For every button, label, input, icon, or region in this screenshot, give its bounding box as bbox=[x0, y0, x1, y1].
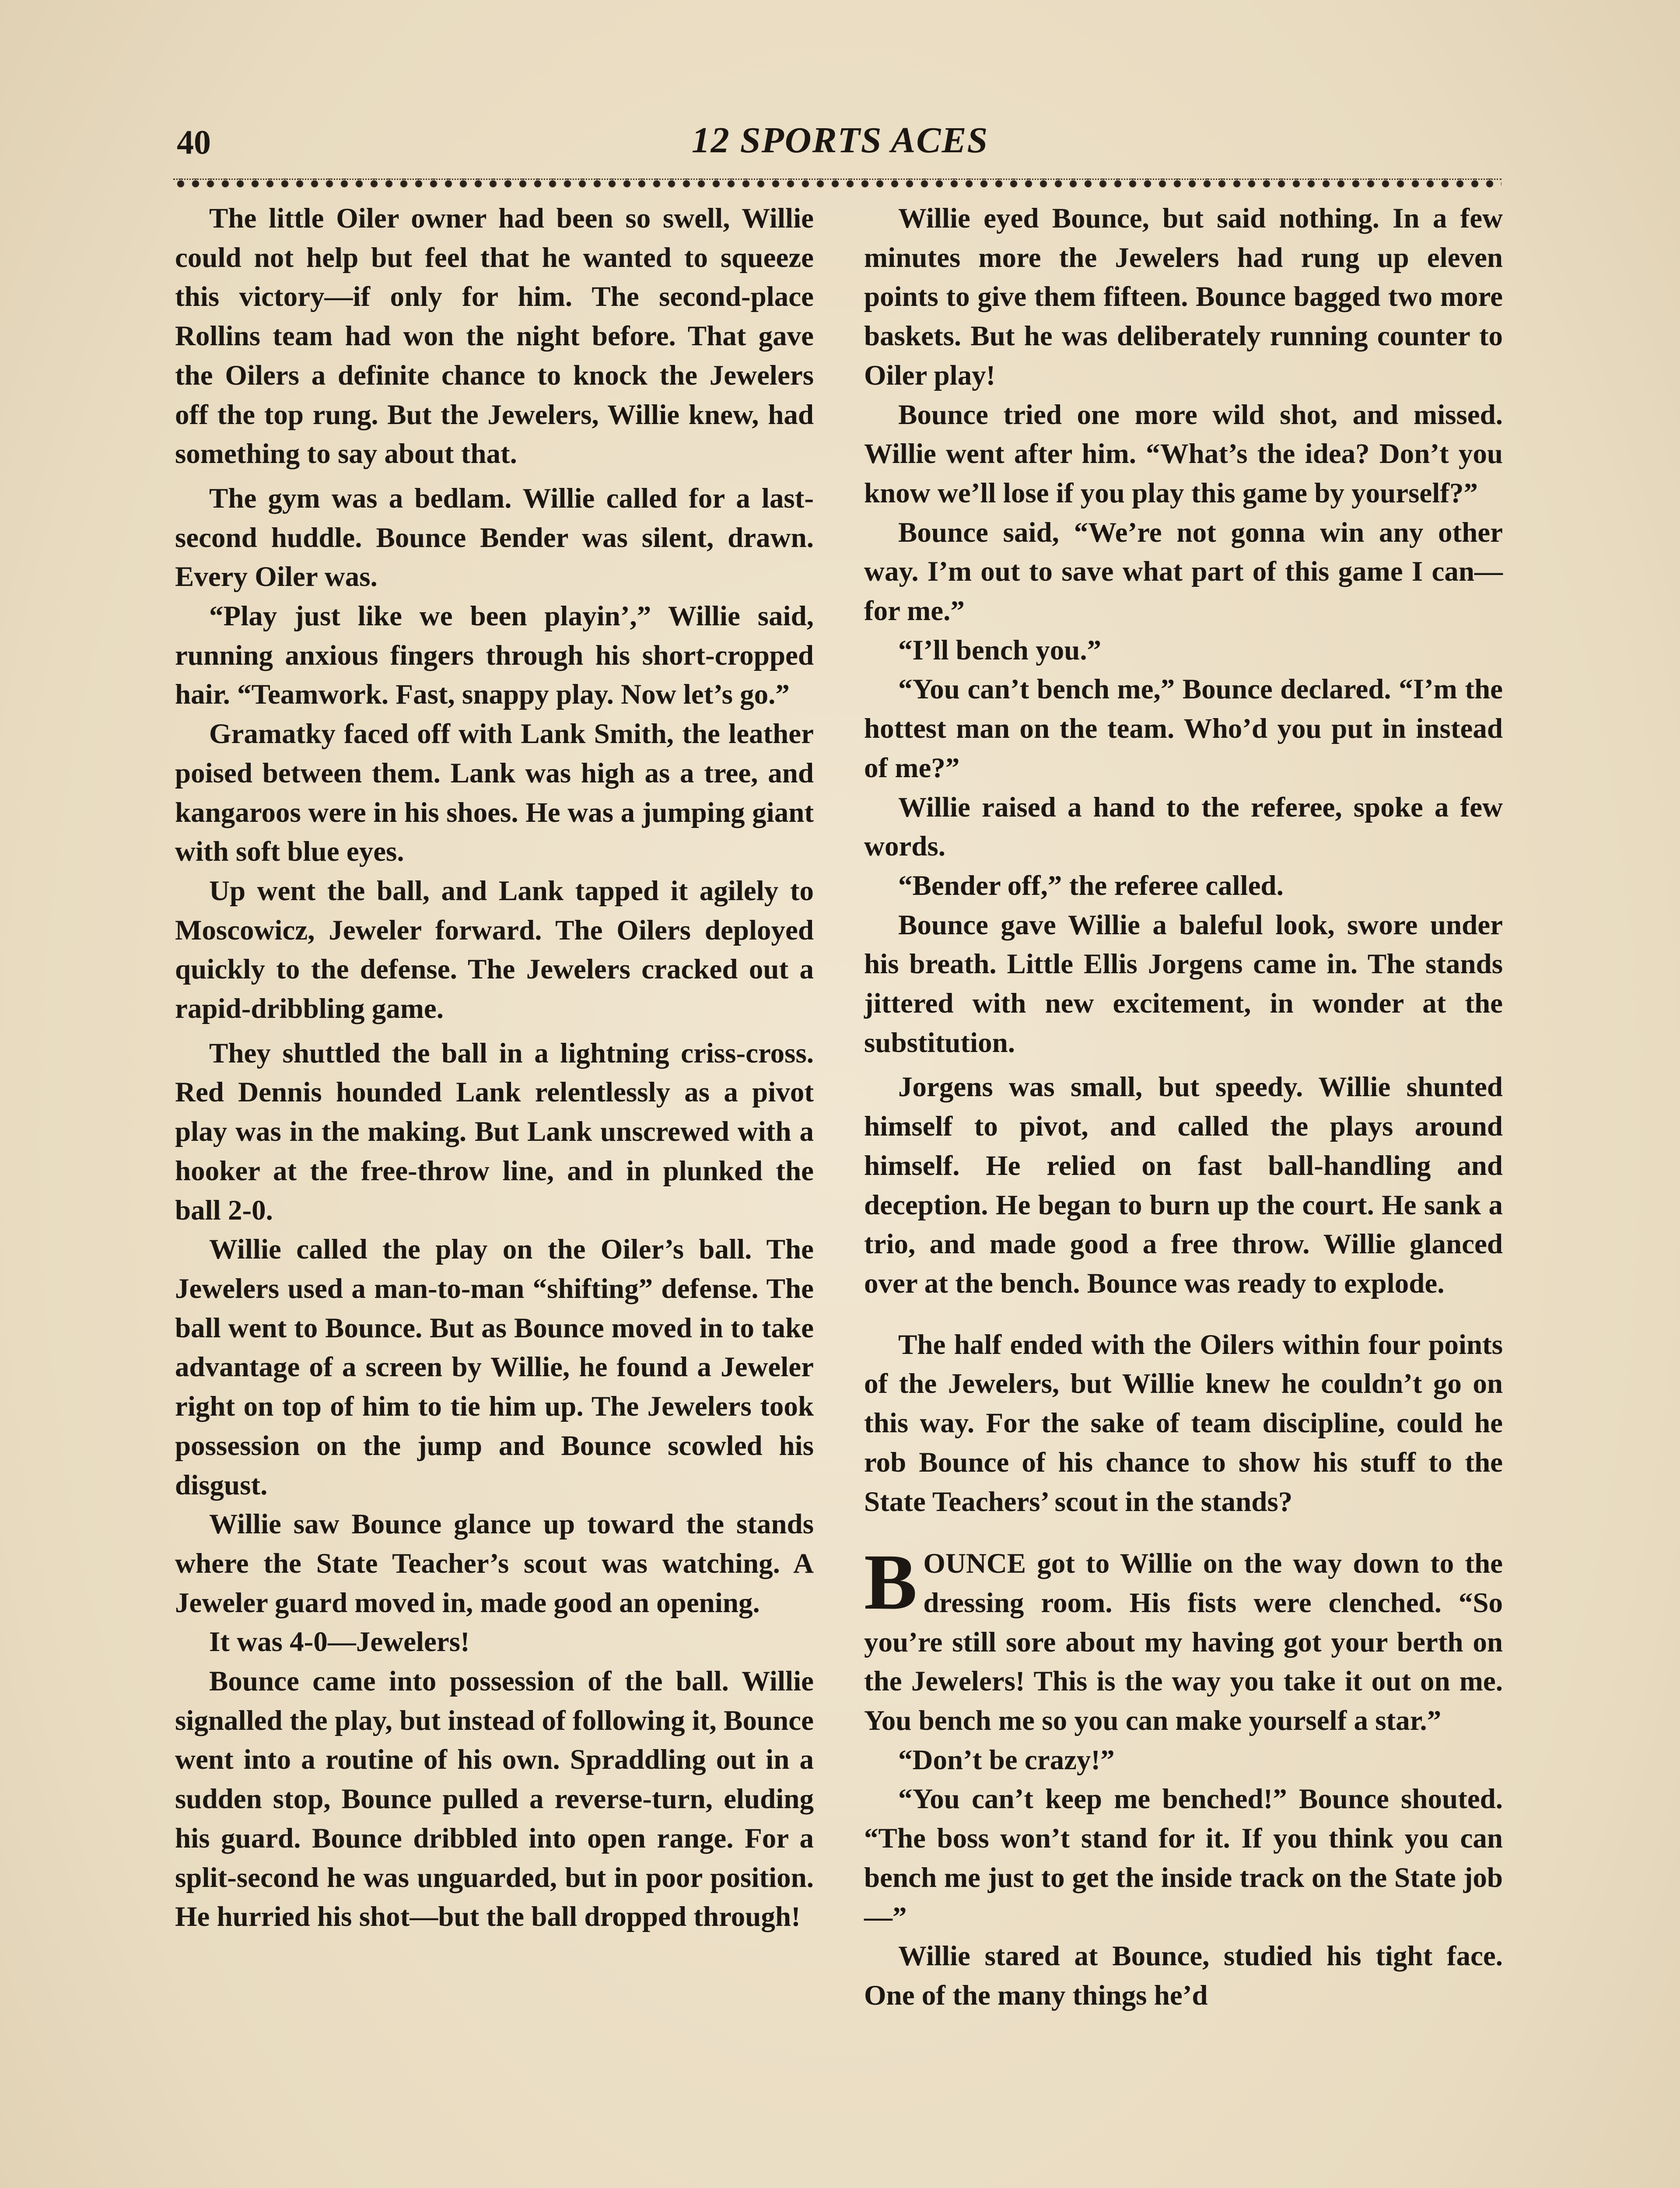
paragraph: “I’ll bench you.” bbox=[898, 634, 1102, 666]
paragraph: “You can’t bench me,” Bounce declared. “I’m the hottest man on the team. Who’d you put in instead of me?” bbox=[864, 673, 1503, 784]
paragraph: The little Oiler owner had been so swell, Willie could not help but feel that he wanted to squeeze this victory—if only for him. The second-place Rollins team had won the night before. That gave the Oilers a definite chance to knock the Jewelers off the top rung. But the Jewelers, Willie knew, had something to say about that. bbox=[175, 203, 814, 470]
paragraph: Willie called the play on the Oiler’s ball. The Jewelers used a man-to-man “shifting” defense. The ball went to Bounce. But as Bounce moved in to take advantage of a screen by Willie, he found a Jeweler right on top of him to tie him up. The Jewelers took possession on the jump and Bounce scowled his disgust. bbox=[175, 1234, 814, 1501]
paragraph: The gym was a bedlam. Willie called for a last-second huddle. Bounce Bender was silent, drawn. Every Oiler was. bbox=[175, 482, 814, 593]
paragraph: “Play just like we been playin’,” Willie said, running anxious fingers through his short-cropped hair. “Teamwork. Fast, snappy play. Now let’s go.” bbox=[175, 600, 814, 711]
right-column bbox=[864, 199, 1503, 2016]
paragraph: They shuttled the ball in a lightning criss-cross. Red Dennis hounded Lank relentlessly as a pivot play was in the making. But Lank unscrewed with a hooker at the free-throw line, and in plunked the ball 2-0. bbox=[175, 1037, 814, 1226]
paragraph: Willie raised a hand to the referee, spoke a few words. bbox=[864, 791, 1503, 863]
paragraph: Bounce gave Willie a baleful look, swore under his breath. Little Ellis Jorgens came in. The stands jittered with new excitement, in wonder at the substitution. bbox=[864, 909, 1503, 1059]
paragraph: Willie saw Bounce glance up toward the stands where the State Teacher’s scout was watching. A Jeweler guard moved in, made good an opening. bbox=[175, 1508, 814, 1619]
drop-cap: B bbox=[864, 1538, 917, 1627]
small-caps-lead: OUNCE bbox=[923, 1548, 1026, 1580]
paragraph: The half ended with the Oilers within four points of the Jewelers, but Willie knew he couldn’t go on this way. For the sake of team discipline, could he rob Bounce of his chance to show his stuff to the State Teachers’ scout in the stands? bbox=[864, 1329, 1503, 1518]
page-number: 40 bbox=[177, 123, 211, 161]
paragraph: “You can’t keep me benched!” Bounce shouted. “The boss won’t stand for it. If you think you can bench me just to get the inside track on the State job—” bbox=[864, 1783, 1503, 1933]
header-rule bbox=[173, 179, 1502, 188]
paragraph: Bounce tried one more wild shot, and missed. Willie went after him. “What’s the idea? Don’t you know we’ll lose if you play this game by yourself?” bbox=[864, 399, 1503, 509]
paragraph: Bounce said, “We’re not gonna win any other way. I’m out to save what part of this game I can—for me.” bbox=[864, 516, 1503, 627]
running-head: 12 SPORTS ACES bbox=[691, 120, 989, 161]
paragraph: Gramatky faced off with Lank Smith, the leather poised between them. Lank was high as a tree, and kangaroos were in his shoes. He was a jumping giant with soft blue eyes. bbox=[175, 718, 814, 868]
paragraph: Jorgens was small, but speedy. Willie shunted himself to pivot, and called the plays around himself. He relied on fast ball-handling and deception. He began to burn up the court. He sank a trio, and made good a free throw. Willie glanced over at the bench. Bounce was ready to explode. bbox=[864, 1071, 1503, 1299]
paragraph: Bounce came into possession of the ball. Willie signalled the play, but instead of following it, Bounce went into a routine of his own. Spraddling out in a sudden stop, Bounce pulled a reverse-turn, eluding his guard. Bounce dribbled into open range. For a split-second he was unguarded, but in poor position. He hurried his shot—but the ball dropped through! bbox=[175, 1666, 814, 1933]
left-column bbox=[175, 199, 814, 1937]
paragraph: Up went the ball, and Lank tapped it agilely to Moscowicz, Jeweler forward. The Oilers deployed quickly to the defense. The Jewelers cracked out a rapid-dribbling game. bbox=[175, 875, 814, 1025]
paragraph: Willie stared at Bounce, studied his tight face. One of the many things he’d bbox=[864, 1940, 1503, 2011]
paragraph: “Don’t be crazy!” bbox=[898, 1744, 1115, 1776]
paragraph: “Bender off,” the referee called. bbox=[898, 870, 1284, 901]
drop-cap-paragraph bbox=[864, 1538, 1503, 1741]
paragraph: It was 4-0—Jewelers! bbox=[209, 1626, 470, 1658]
paragraph: Willie eyed Bounce, but said nothing. In a few minutes more the Jewelers had rung up eleven points to give them fifteen. Bounce bagged two more baskets. But he was deliberately running counter to Oiler play! bbox=[864, 203, 1503, 391]
paragraph-text: got to Willie on the way down to the dressing room. His fists were clenched. “So you’re still sore about my having got your berth on the Jewelers! This is the way you take it out on me. You bench me so you can make yourself a star.” bbox=[864, 1548, 1503, 1737]
